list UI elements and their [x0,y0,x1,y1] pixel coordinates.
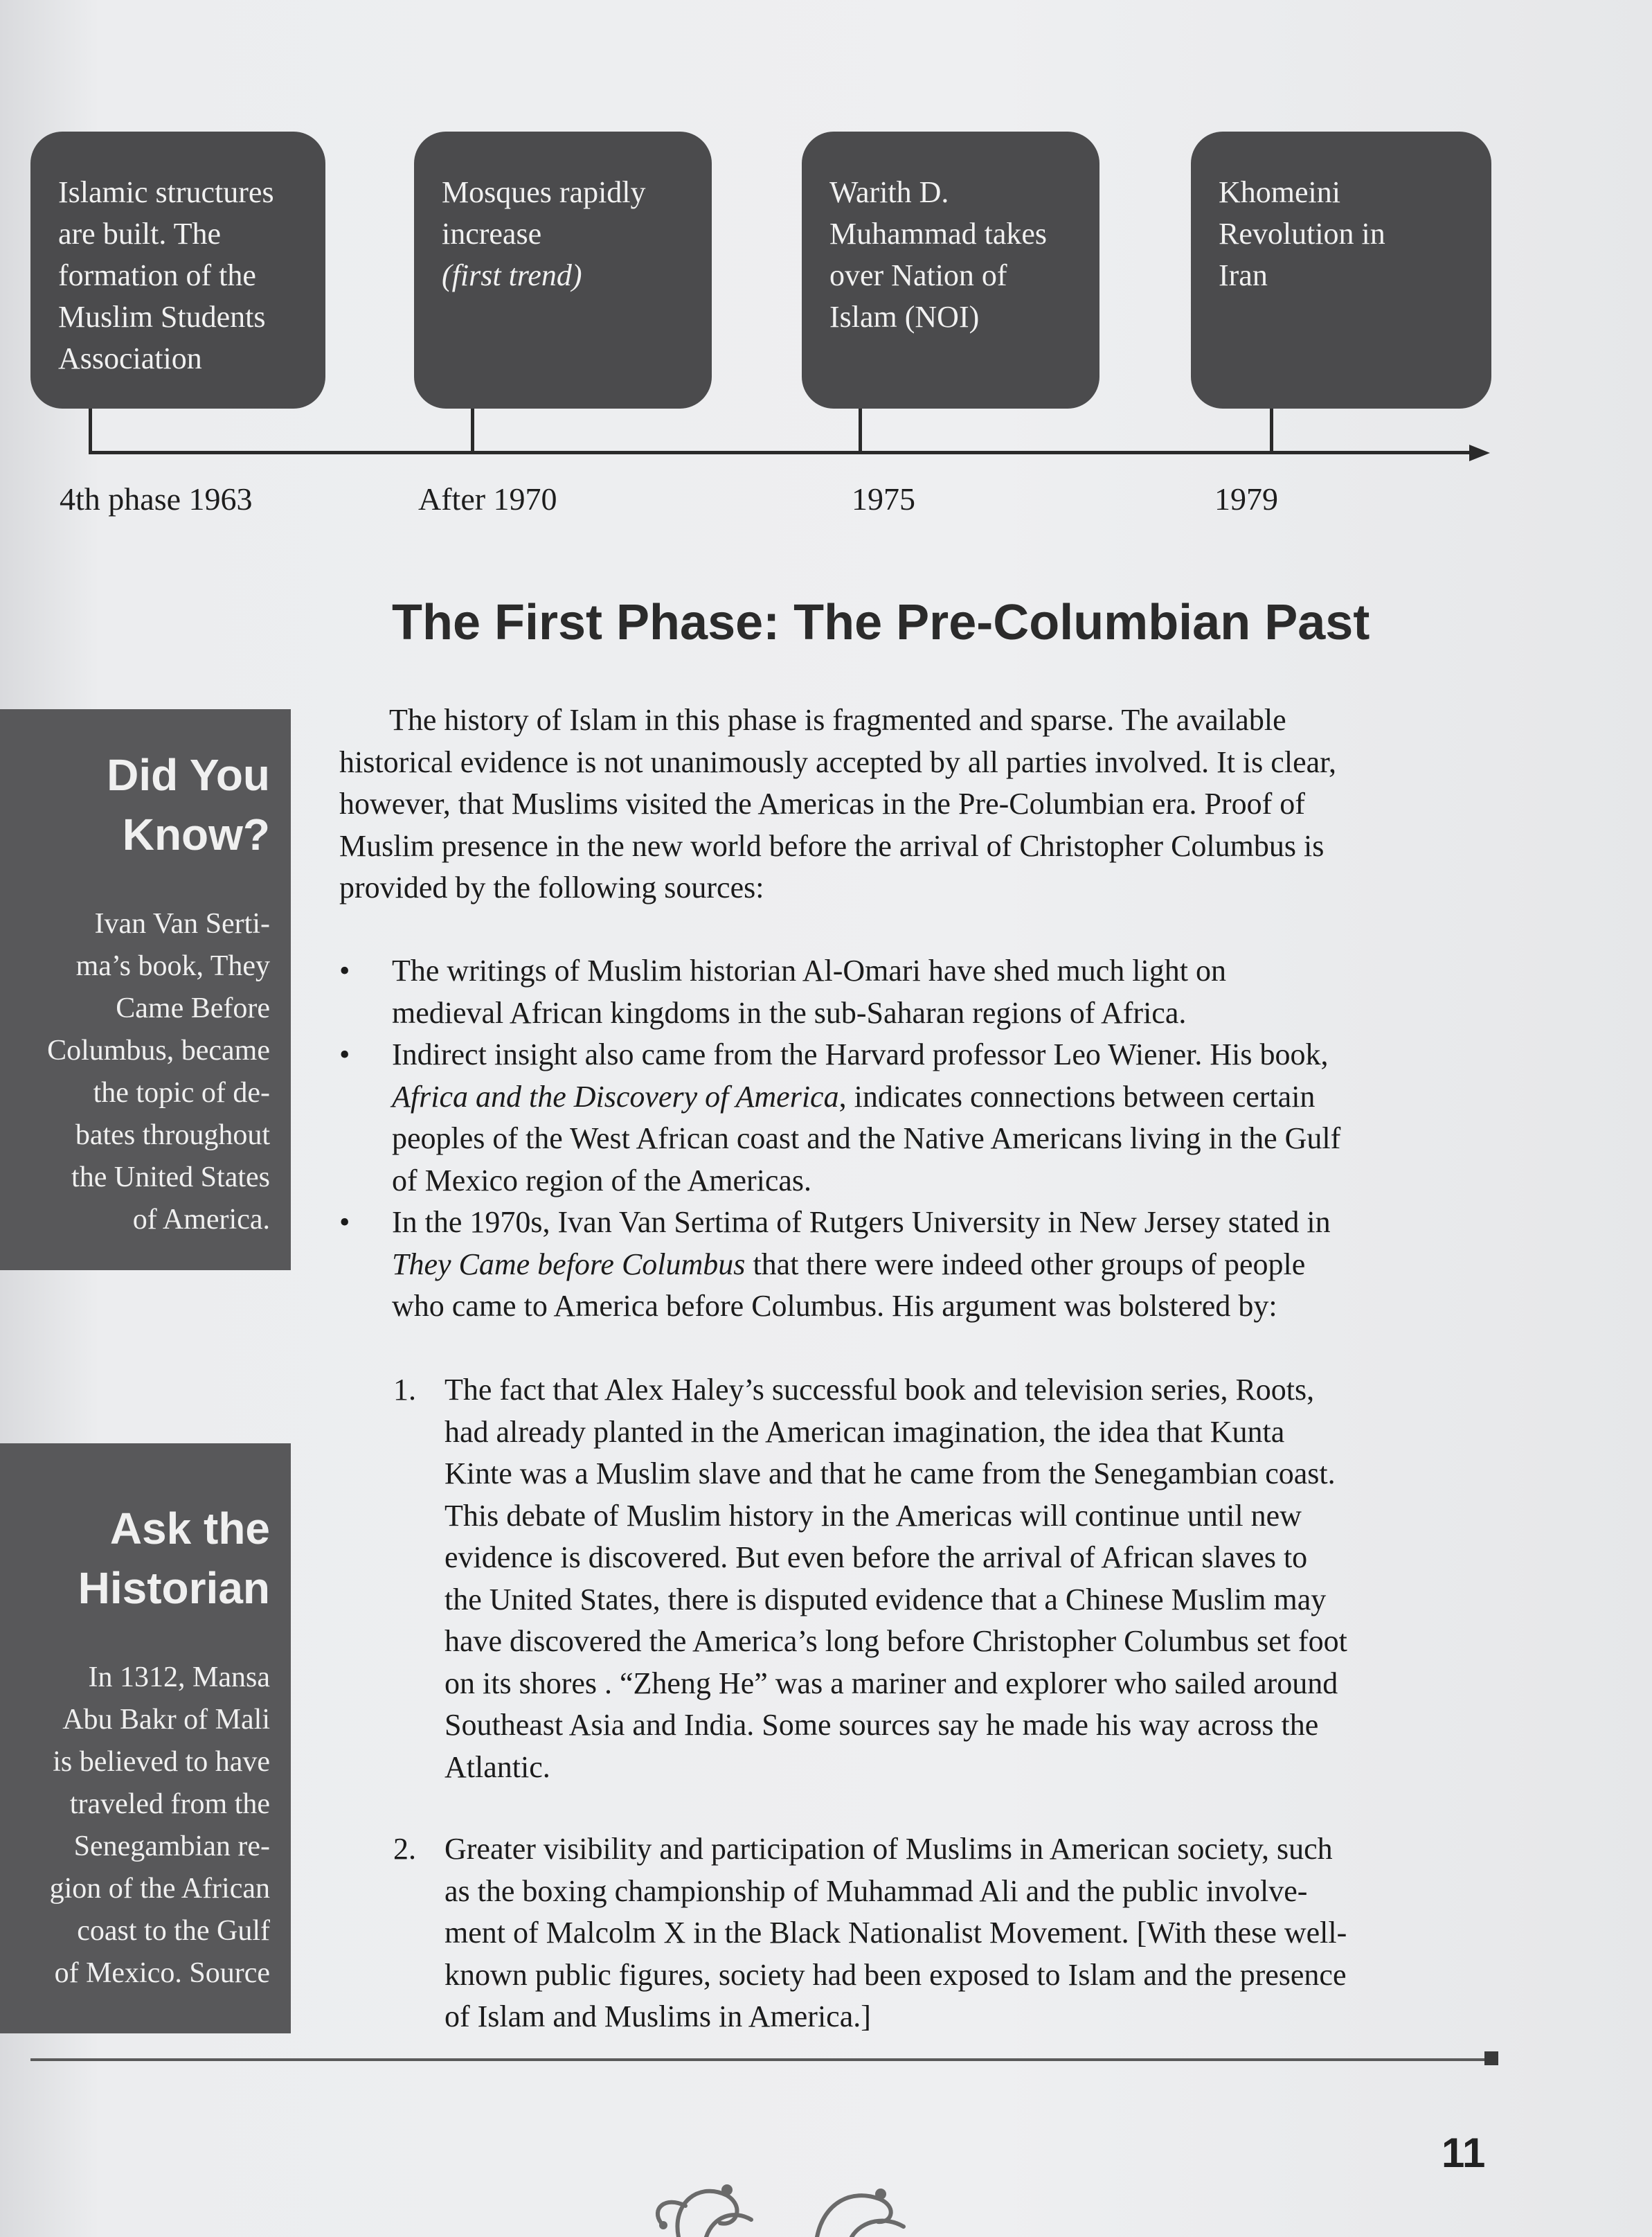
sidebar-text-line: the topic of de- [93,1077,270,1109]
bullet-line: Indirect insight also came from the Harvard professor Leo Wiener. His book, [392,1037,1329,1071]
bullet-line-rest: , indicates connections between certain [838,1079,1316,1114]
numbered-line: Greater visibility and participation of Muslims in American society, such [445,1832,1333,1866]
sidebar-text-line: of Mexico. Source [54,1957,270,1989]
timeline-label: 1979 [1214,481,1278,517]
floral-ornament-icon [623,2140,1011,2237]
timeline-label: 4th phase 1963 [60,481,253,517]
list-number: 2. [393,1832,416,1866]
paragraph-line: historical evidence is not unanimously accepted by all parties involved. It is clear, [339,745,1337,779]
sidebar-title-line: Know? [122,810,270,859]
sidebar-title [0,745,270,864]
numbered-item-1 [339,1369,1502,1788]
sidebar-did-you-know [0,709,291,1270]
sidebar-title [0,1499,270,1618]
timeline-box-line: over Nation of [829,258,1007,292]
bullet-line: medieval African kingdoms in the sub-Saharan regions of Africa. [392,995,1187,1030]
sidebar-text-line: of America. [132,1204,270,1236]
numbered-line: had already planted in the American imagination, the idea that Kunta [445,1414,1285,1449]
timeline-label: After 1970 [418,481,557,517]
sidebar-text-line: In 1312, Mansa [88,1661,270,1693]
sidebar-text [0,903,270,1241]
numbered-line: have discovered the America’s long before Christopher Columbus set foot [445,1624,1347,1658]
list-number: 1. [393,1373,416,1407]
timeline-box-line: formation of the [58,258,256,292]
bullet-line [339,1076,1502,1118]
sidebar-text-line: Came Before [116,992,270,1024]
bullet-item [339,950,1502,1034]
section-heading: The First Phase: The Pre-Columbian Past [392,595,1370,650]
timeline-stem [859,409,862,453]
timeline-box-1979 [1191,132,1491,409]
timeline-box-1970 [414,132,712,409]
numbered-line: evidence is discovered. But even before the arrival of African slaves to [445,1540,1308,1574]
intro-paragraph [339,699,1502,909]
numbered-line: Atlantic. [445,1749,550,1784]
bullet-line: In the 1970s, Ivan Van Sertima of Rutgers University in New Jersey stated in [392,1205,1331,1239]
numbered-line: known public figures, society had been exposed to Islam and the presence [445,1957,1347,1992]
paragraph-line: however, that Muslims visited the Americas in the Pre-Columbian era. Proof of [339,787,1305,821]
timeline-box-line: Revolution in [1219,217,1385,251]
timeline-stem [89,409,92,453]
timeline-axis [89,451,1473,454]
numbered-line: This debate of Muslim history in the Americas will continue until new [445,1498,1302,1533]
sidebar-ask-historian [0,1443,291,2033]
sidebar-text-line: Senegambian re- [73,1830,270,1862]
timeline-label: 1975 [852,481,915,517]
sidebar-text-line: gion of the African [49,1873,270,1905]
timeline-box-1975 [802,132,1099,409]
paragraph-line: The history of Islam in this phase is fragmented and sparse. The available [389,703,1286,737]
numbered-line: the United States, there is disputed evidence that a Chinese Muslim may [445,1582,1327,1616]
sidebar-text-line: the United States [71,1161,270,1193]
bullet-item [339,1202,1502,1328]
bullet-line: who came to America before Columbus. His argument was bolstered by: [392,1289,1277,1323]
numbered-line: Southeast Asia and India. Some sources say he made his way across the [445,1708,1319,1742]
timeline-box-line: Mosques rapidly [442,175,646,209]
sidebar-text-line: traveled from the [69,1788,270,1820]
sidebar-text-line: ma’s book, They [75,950,270,982]
bullet-icon: • [339,954,350,988]
sidebar-text-line: Columbus, became [47,1035,270,1067]
footer-rule-end [1484,2051,1498,2065]
bullet-icon: • [339,1205,350,1239]
timeline-arrow-icon [1469,445,1490,461]
numbered-line: The fact that Alex Haley’s successful book and television series, Roots, [445,1373,1315,1407]
sidebar-title-line: Ask the [109,1504,270,1553]
numbered-line: of Islam and Muslims in America.] [445,1999,871,2033]
bullet-line [339,1244,1502,1286]
sidebar-text-line: Abu Bakr of Mali [62,1704,270,1736]
bullet-line: peoples of the West African coast and the Native Americans living in the Gulf [392,1121,1341,1155]
sidebar-title-line: Did You [107,750,270,800]
bullet-line: The writings of Muslim historian Al-Omari have shed much light on [392,954,1226,988]
timeline-box-line: Khomeini [1219,175,1340,209]
sidebar-text-line: is believed to have [53,1746,270,1778]
bullet-line-rest: that there were indeed other groups of people [745,1247,1306,1281]
timeline-box-line: are built. The [58,217,221,251]
page-number: 11 [1442,2130,1486,2176]
numbered-line: as the boxing championship of Muhammad Ali and the public involve- [445,1873,1308,1908]
book-title: Africa and the Discovery of America [392,1079,839,1114]
bullet-icon: • [339,1037,350,1071]
footer-rule [30,2058,1494,2061]
numbered-line: Kinte was a Muslim slave and that he came from the Senegambian coast. [445,1456,1336,1490]
timeline-box-line: Islamic structures [58,175,274,209]
sidebar-text [0,1657,270,1995]
bullet-item [339,1034,1502,1202]
timeline-box-line: Muhammad takes [829,217,1048,251]
numbered-line: on its shores . “Zheng He” was a mariner and explorer who sailed around [445,1666,1338,1700]
timeline-box-line: Association [58,341,202,375]
timeline-box-line: increase [442,217,542,251]
bullet-line: of Mexico region of the Americas. [392,1163,812,1197]
paragraph-line: Muslim presence in the new world before the arrival of Christopher Columbus is [339,828,1325,863]
numbered-item-2 [339,1828,1502,2038]
sidebar-text-line: Ivan Van Serti- [94,908,270,940]
sidebar-text-line: bates throughout [75,1119,270,1151]
timeline-stem [1270,409,1273,453]
timeline-box-line: Iran [1219,258,1268,292]
timeline-box-1963 [30,132,325,409]
timeline-box-line: Muslim Students [58,300,266,334]
timeline-stem [471,409,474,453]
sidebar-title-line: Historian [78,1563,270,1613]
numbered-line: ment of Malcolm X in the Black Nationalist Movement. [With these well- [445,1916,1347,1950]
sidebar-text-line: coast to the Gulf [77,1915,270,1947]
paragraph-line: provided by the following sources: [339,871,764,904]
book-title: They Came before Columbus [392,1247,746,1281]
timeline-box-line: (first trend) [442,258,582,292]
timeline-box-line: Islam (NOI) [829,300,980,334]
timeline-box-line: Warith D. [829,175,949,209]
